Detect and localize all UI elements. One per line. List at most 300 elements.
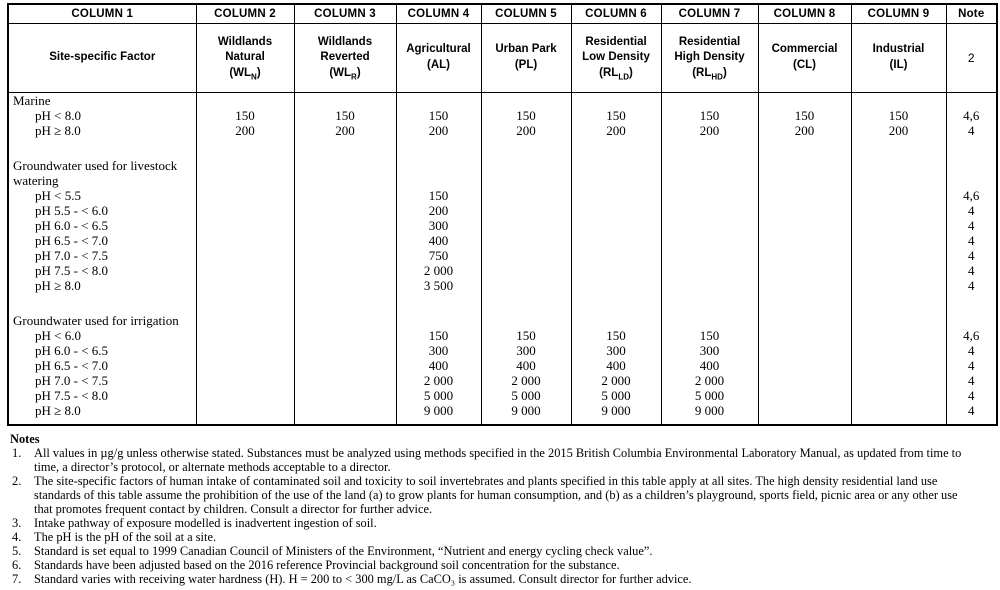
table-row bbox=[8, 203, 997, 218]
value-cell bbox=[571, 263, 661, 278]
value-cell: 200 bbox=[571, 123, 661, 138]
value-cell: 2 000 bbox=[396, 373, 481, 388]
value-cell: 3 500 bbox=[396, 278, 481, 293]
value-cell bbox=[758, 358, 851, 373]
value-cell bbox=[758, 248, 851, 263]
value-cell bbox=[196, 313, 294, 328]
landuse-header-row bbox=[8, 24, 997, 93]
value-cell: 200 bbox=[481, 123, 571, 138]
value-cell: 2 000 bbox=[481, 373, 571, 388]
value-cell bbox=[851, 263, 946, 278]
landuse-code: $(WL_R)$ bbox=[329, 66, 361, 82]
note-ref-cell: 4,6 bbox=[946, 188, 997, 203]
note-ref-cell bbox=[946, 93, 997, 109]
landuse-code: (PL) bbox=[514, 59, 538, 71]
value-cell bbox=[758, 373, 851, 388]
value-cell bbox=[758, 188, 851, 203]
ph-range-cell: pH 7.0 - < 7.5 bbox=[35, 248, 109, 263]
table-row bbox=[8, 343, 997, 358]
value-cell bbox=[661, 188, 758, 203]
value-cell: 400 bbox=[571, 358, 661, 373]
value-cell bbox=[661, 218, 758, 233]
notes-heading: Notes bbox=[10, 432, 40, 446]
value-cell: 9 000 bbox=[396, 403, 481, 418]
table-row bbox=[8, 278, 997, 293]
value-cell bbox=[851, 343, 946, 358]
ph-range-cell: pH < 5.5 bbox=[35, 188, 81, 203]
column-header-cell: COLUMN 8 bbox=[758, 4, 851, 24]
value-cell bbox=[196, 233, 294, 248]
note-ref-cell: 4 bbox=[946, 278, 997, 293]
table-row bbox=[8, 388, 997, 403]
spacer-cell bbox=[396, 138, 481, 158]
value-cell: 200 bbox=[661, 123, 758, 138]
value-cell bbox=[294, 263, 396, 278]
value-cell: 5 000 bbox=[571, 388, 661, 403]
column-header-cell: COLUMN 4 bbox=[396, 4, 481, 24]
value-cell bbox=[758, 403, 851, 418]
value-cell bbox=[851, 218, 946, 233]
value-cell bbox=[758, 158, 851, 173]
landuse-code: $(RL_{HD})$ bbox=[692, 66, 727, 82]
note-text: The site-specific factors of human intake of contaminated soil and toxicity to soil invertebrates and plants specified in this table apply at all sites. The high density residential land use standards of this table assume the prohibition of the use of the land (a) to grow plants for human consumption, and (b) as a children’s playground, sports field, picnic area or any other use that promotes frequent contact by children. Consult a director for further advice. bbox=[34, 474, 958, 516]
spacer-cell bbox=[571, 418, 661, 425]
note-ref-cell: 4,6 bbox=[946, 108, 997, 123]
ph-range-cell: pH 5.5 - < 6.0 bbox=[35, 203, 109, 218]
landuse-title: Urban Park bbox=[495, 43, 557, 56]
note-ref-cell: 4 bbox=[946, 373, 997, 388]
spacer-cell bbox=[661, 418, 758, 425]
table-row bbox=[8, 373, 997, 388]
value-cell: 5 000 bbox=[481, 388, 571, 403]
value-cell: 2 000 bbox=[396, 263, 481, 278]
section-title-cell: watering bbox=[13, 173, 59, 188]
section-title-row bbox=[8, 158, 997, 173]
spacer-cell bbox=[481, 138, 571, 158]
ph-range-cell: pH < 6.0 bbox=[35, 328, 81, 343]
value-cell bbox=[396, 173, 481, 188]
value-cell bbox=[851, 233, 946, 248]
value-cell bbox=[851, 373, 946, 388]
landuse-code: (AL) bbox=[426, 59, 450, 71]
value-cell bbox=[851, 358, 946, 373]
spacer-cell bbox=[758, 138, 851, 158]
value-cell bbox=[294, 343, 396, 358]
value-cell bbox=[661, 203, 758, 218]
spacer-row bbox=[8, 293, 997, 313]
value-cell bbox=[661, 233, 758, 248]
note-ref-cell: 4 bbox=[946, 248, 997, 263]
value-cell bbox=[758, 263, 851, 278]
spacer-cell bbox=[294, 138, 396, 158]
note-text: Intake pathway of exposure modelled is inadvertent ingestion of soil. bbox=[34, 516, 377, 530]
note-number: 1. bbox=[12, 446, 22, 460]
value-cell bbox=[758, 233, 851, 248]
ph-range-cell: pH ≥ 8.0 bbox=[35, 403, 81, 418]
column-header-cell: COLUMN 7 bbox=[661, 4, 758, 24]
value-cell bbox=[758, 328, 851, 343]
value-cell bbox=[294, 278, 396, 293]
value-cell bbox=[294, 203, 396, 218]
note-item bbox=[7, 474, 965, 516]
spacer-cell bbox=[661, 138, 758, 158]
value-cell bbox=[481, 188, 571, 203]
value-cell bbox=[196, 358, 294, 373]
value-cell bbox=[294, 358, 396, 373]
spacer-cell bbox=[196, 418, 294, 425]
value-cell bbox=[294, 373, 396, 388]
section-title-row bbox=[8, 173, 997, 188]
value-cell bbox=[294, 388, 396, 403]
landuse-header-cell bbox=[571, 24, 661, 93]
note-item bbox=[7, 516, 965, 530]
value-cell bbox=[396, 158, 481, 173]
note-item bbox=[7, 544, 965, 558]
spacer-cell bbox=[946, 138, 997, 158]
value-cell bbox=[661, 93, 758, 109]
value-cell bbox=[571, 173, 661, 188]
value-cell: 5 000 bbox=[396, 388, 481, 403]
value-cell bbox=[661, 313, 758, 328]
value-cell bbox=[196, 93, 294, 109]
value-cell bbox=[851, 158, 946, 173]
note-ref-cell: 4 bbox=[946, 343, 997, 358]
notes-list bbox=[7, 446, 965, 586]
note-item bbox=[7, 446, 965, 474]
value-cell bbox=[571, 233, 661, 248]
note-text: Standards have been adjusted based on the 2016 reference Provincial background soil concentration for the substance. bbox=[34, 558, 620, 572]
spacer-cell bbox=[851, 138, 946, 158]
value-cell bbox=[851, 313, 946, 328]
value-cell: 150 bbox=[571, 328, 661, 343]
note-ref-cell: 4 bbox=[946, 123, 997, 138]
value-cell: 200 bbox=[758, 123, 851, 138]
landuse-code: (IL) bbox=[889, 59, 908, 71]
note-ref-cell bbox=[946, 173, 997, 188]
value-cell bbox=[196, 218, 294, 233]
value-cell bbox=[294, 328, 396, 343]
spacer-cell bbox=[571, 138, 661, 158]
value-cell bbox=[196, 158, 294, 173]
section-title-cell: Groundwater used for irrigation bbox=[13, 313, 179, 328]
value-cell: 200 bbox=[851, 123, 946, 138]
value-cell bbox=[758, 313, 851, 328]
value-cell bbox=[481, 263, 571, 278]
value-cell bbox=[481, 248, 571, 263]
value-cell: 200 bbox=[196, 123, 294, 138]
value-cell bbox=[571, 203, 661, 218]
note-ref-cell: 4 bbox=[946, 358, 997, 373]
value-cell: 150 bbox=[481, 328, 571, 343]
value-cell: 400 bbox=[661, 358, 758, 373]
note-ref-header-cell: 2 bbox=[946, 24, 997, 93]
spacer-cell bbox=[8, 293, 196, 313]
value-cell bbox=[661, 248, 758, 263]
value-cell bbox=[571, 278, 661, 293]
note-ref-cell: 4 bbox=[946, 263, 997, 278]
value-cell bbox=[294, 218, 396, 233]
value-cell bbox=[294, 248, 396, 263]
note-ref-cell: 4 bbox=[946, 203, 997, 218]
value-cell bbox=[758, 218, 851, 233]
value-cell: 150 bbox=[294, 108, 396, 123]
value-cell bbox=[758, 203, 851, 218]
note-text: Standard varies with receiving water hardness (H). H = 200 to < 300 mg/L as CaCO₃ is assumed. Consult director for further advice. bbox=[34, 572, 692, 586]
note-ref-cell: 4 bbox=[946, 233, 997, 248]
ph-range-cell: pH 7.5 - < 8.0 bbox=[35, 263, 109, 278]
spacer-cell bbox=[851, 418, 946, 425]
value-cell: 300 bbox=[396, 218, 481, 233]
value-cell: 9 000 bbox=[571, 403, 661, 418]
spacer-cell bbox=[851, 293, 946, 313]
ph-range-cell: pH 6.0 - < 6.5 bbox=[35, 343, 109, 358]
value-cell bbox=[196, 173, 294, 188]
value-cell bbox=[294, 93, 396, 109]
note-item bbox=[7, 572, 965, 586]
landuse-code: $(RL_{LD})$ bbox=[599, 66, 633, 82]
value-cell bbox=[758, 278, 851, 293]
ph-range-cell: pH < 8.0 bbox=[35, 108, 81, 123]
landuse-title: Residential High Density bbox=[674, 35, 745, 64]
value-cell bbox=[758, 388, 851, 403]
standards-table bbox=[7, 3, 998, 426]
value-cell bbox=[851, 203, 946, 218]
value-cell bbox=[294, 313, 396, 328]
value-cell: 150 bbox=[851, 108, 946, 123]
value-cell: 150 bbox=[396, 328, 481, 343]
column-header-cell: COLUMN 5 bbox=[481, 4, 571, 24]
value-cell bbox=[196, 278, 294, 293]
value-cell: 150 bbox=[661, 108, 758, 123]
column-header-cell: COLUMN 2 bbox=[196, 4, 294, 24]
spacer-row bbox=[8, 138, 997, 158]
table-row bbox=[8, 358, 997, 373]
spacer-cell bbox=[196, 138, 294, 158]
value-cell bbox=[661, 158, 758, 173]
table-row bbox=[8, 403, 997, 418]
value-cell bbox=[481, 173, 571, 188]
value-cell bbox=[396, 93, 481, 109]
section-title-cell: Groundwater used for livestock bbox=[13, 158, 178, 173]
spacer-cell bbox=[481, 418, 571, 425]
value-cell: 2 000 bbox=[661, 373, 758, 388]
value-cell bbox=[481, 278, 571, 293]
note-text: The pH is the pH of the soil at a site. bbox=[34, 530, 217, 544]
value-cell bbox=[196, 248, 294, 263]
value-cell: 400 bbox=[396, 233, 481, 248]
value-cell bbox=[196, 203, 294, 218]
value-cell bbox=[571, 218, 661, 233]
note-number: 2. bbox=[12, 474, 22, 488]
value-cell bbox=[758, 93, 851, 109]
value-cell: 150 bbox=[571, 108, 661, 123]
landuse-title: Agricultural bbox=[406, 43, 471, 56]
ph-range-cell: pH 6.5 - < 7.0 bbox=[35, 233, 109, 248]
value-cell: 300 bbox=[571, 343, 661, 358]
value-cell bbox=[196, 343, 294, 358]
section-title-cell: Marine bbox=[13, 93, 51, 108]
value-cell bbox=[481, 218, 571, 233]
ph-range-cell: pH ≥ 8.0 bbox=[35, 278, 81, 293]
table-row bbox=[8, 263, 997, 278]
value-cell bbox=[851, 173, 946, 188]
value-cell bbox=[571, 248, 661, 263]
ph-range-cell: pH 6.0 - < 6.5 bbox=[35, 218, 109, 233]
landuse-header-cell bbox=[758, 24, 851, 93]
value-cell bbox=[851, 403, 946, 418]
note-text: All values in µg/g unless otherwise stated. Substances must be analyzed using methods specified in the 2015 British Columbia Environmental Laboratory Manual, as updated from time to time, a director’s protocol, or alternate methods acceptable to a director. bbox=[34, 446, 962, 474]
notes-section bbox=[7, 432, 965, 586]
value-cell bbox=[851, 328, 946, 343]
value-cell: 200 bbox=[396, 203, 481, 218]
value-cell bbox=[851, 388, 946, 403]
value-cell bbox=[758, 173, 851, 188]
value-cell: 150 bbox=[481, 108, 571, 123]
spacer-cell bbox=[758, 418, 851, 425]
landuse-title: Residential Low Density bbox=[582, 35, 650, 64]
value-cell: 400 bbox=[481, 358, 571, 373]
spacer-cell bbox=[294, 293, 396, 313]
table-row bbox=[8, 248, 997, 263]
spacer-cell bbox=[946, 418, 997, 425]
landuse-header-cell bbox=[481, 24, 571, 93]
value-cell bbox=[481, 158, 571, 173]
column-header-cell: Note bbox=[946, 4, 997, 24]
spacer-cell bbox=[758, 293, 851, 313]
spacer-cell bbox=[8, 138, 196, 158]
value-cell: 150 bbox=[661, 328, 758, 343]
note-ref-cell: 4 bbox=[946, 388, 997, 403]
value-cell bbox=[481, 203, 571, 218]
table-row bbox=[8, 108, 997, 123]
spacer-cell bbox=[196, 293, 294, 313]
note-ref-cell bbox=[946, 313, 997, 328]
column-header-cell: COLUMN 1 bbox=[8, 4, 196, 24]
value-cell: 150 bbox=[396, 108, 481, 123]
value-cell bbox=[571, 313, 661, 328]
value-cell bbox=[294, 403, 396, 418]
column-number-header-row bbox=[8, 4, 997, 24]
value-cell bbox=[571, 158, 661, 173]
value-cell: 750 bbox=[396, 248, 481, 263]
table-row bbox=[8, 123, 997, 138]
note-number: 4. bbox=[12, 530, 22, 544]
spacer-cell bbox=[661, 293, 758, 313]
value-cell bbox=[196, 388, 294, 403]
value-cell bbox=[851, 248, 946, 263]
landuse-code: $(WL_N)$ bbox=[229, 66, 261, 82]
section-title-row bbox=[8, 93, 997, 109]
note-number: 3. bbox=[12, 516, 22, 530]
note-ref-cell: 4 bbox=[946, 403, 997, 418]
column-header-cell: COLUMN 9 bbox=[851, 4, 946, 24]
value-cell: 300 bbox=[661, 343, 758, 358]
note-text: Standard is set equal to 1999 Canadian Council of Ministers of the Environment, “Nutrient and energy cycling check value”. bbox=[34, 544, 653, 558]
value-cell: 200 bbox=[396, 123, 481, 138]
table-row bbox=[8, 218, 997, 233]
value-cell bbox=[758, 343, 851, 358]
landuse-title: Wildlands Natural bbox=[217, 35, 273, 64]
factor-header-cell: Site-specific Factor bbox=[8, 24, 196, 93]
landuse-header-cell bbox=[196, 24, 294, 93]
note-number: 7. bbox=[12, 572, 22, 586]
value-cell bbox=[196, 403, 294, 418]
value-cell bbox=[851, 93, 946, 109]
value-cell bbox=[571, 93, 661, 109]
value-cell bbox=[294, 188, 396, 203]
note-ref-cell: 4,6 bbox=[946, 328, 997, 343]
spacer-cell bbox=[396, 293, 481, 313]
value-cell bbox=[661, 173, 758, 188]
landuse-title: Commercial bbox=[771, 43, 838, 56]
note-item bbox=[7, 530, 965, 544]
value-cell bbox=[396, 313, 481, 328]
value-cell bbox=[661, 278, 758, 293]
value-cell: 300 bbox=[481, 343, 571, 358]
value-cell: 200 bbox=[294, 123, 396, 138]
table-row bbox=[8, 328, 997, 343]
note-ref-cell: 4 bbox=[946, 218, 997, 233]
section-title-row bbox=[8, 313, 997, 328]
landuse-header-cell bbox=[661, 24, 758, 93]
spacer-row bbox=[8, 418, 997, 425]
landuse-header-cell bbox=[851, 24, 946, 93]
value-cell bbox=[294, 233, 396, 248]
value-cell bbox=[196, 263, 294, 278]
value-cell: 400 bbox=[396, 358, 481, 373]
value-cell: 300 bbox=[396, 343, 481, 358]
ph-range-cell: pH 7.0 - < 7.5 bbox=[35, 373, 109, 388]
ph-range-cell: pH ≥ 8.0 bbox=[35, 123, 81, 138]
value-cell bbox=[851, 188, 946, 203]
note-ref-cell bbox=[946, 158, 997, 173]
table-row bbox=[8, 233, 997, 248]
value-cell bbox=[851, 278, 946, 293]
value-cell: 9 000 bbox=[661, 403, 758, 418]
spacer-cell bbox=[946, 293, 997, 313]
value-cell bbox=[196, 373, 294, 388]
value-cell bbox=[481, 233, 571, 248]
value-cell: 150 bbox=[758, 108, 851, 123]
value-cell: 9 000 bbox=[481, 403, 571, 418]
spacer-cell bbox=[481, 293, 571, 313]
table-row bbox=[8, 188, 997, 203]
value-cell bbox=[294, 173, 396, 188]
spacer-cell bbox=[8, 418, 196, 425]
note-number: 5. bbox=[12, 544, 22, 558]
landuse-header-cell bbox=[396, 24, 481, 93]
value-cell bbox=[661, 263, 758, 278]
column-header-cell: COLUMN 3 bbox=[294, 4, 396, 24]
value-cell bbox=[196, 328, 294, 343]
value-cell bbox=[196, 188, 294, 203]
value-cell bbox=[481, 93, 571, 109]
value-cell bbox=[294, 158, 396, 173]
value-cell: 2 000 bbox=[571, 373, 661, 388]
spacer-cell bbox=[294, 418, 396, 425]
value-cell: 150 bbox=[396, 188, 481, 203]
landuse-code: (CL) bbox=[792, 59, 816, 71]
landuse-title: Wildlands Reverted bbox=[317, 35, 373, 64]
ph-range-cell: pH 7.5 - < 8.0 bbox=[35, 388, 109, 403]
spacer-cell bbox=[396, 418, 481, 425]
value-cell: 150 bbox=[196, 108, 294, 123]
column-header-cell: COLUMN 6 bbox=[571, 4, 661, 24]
landuse-header-cell bbox=[294, 24, 396, 93]
ph-range-cell: pH 6.5 - < 7.0 bbox=[35, 358, 109, 373]
note-item bbox=[7, 558, 965, 572]
value-cell bbox=[571, 188, 661, 203]
